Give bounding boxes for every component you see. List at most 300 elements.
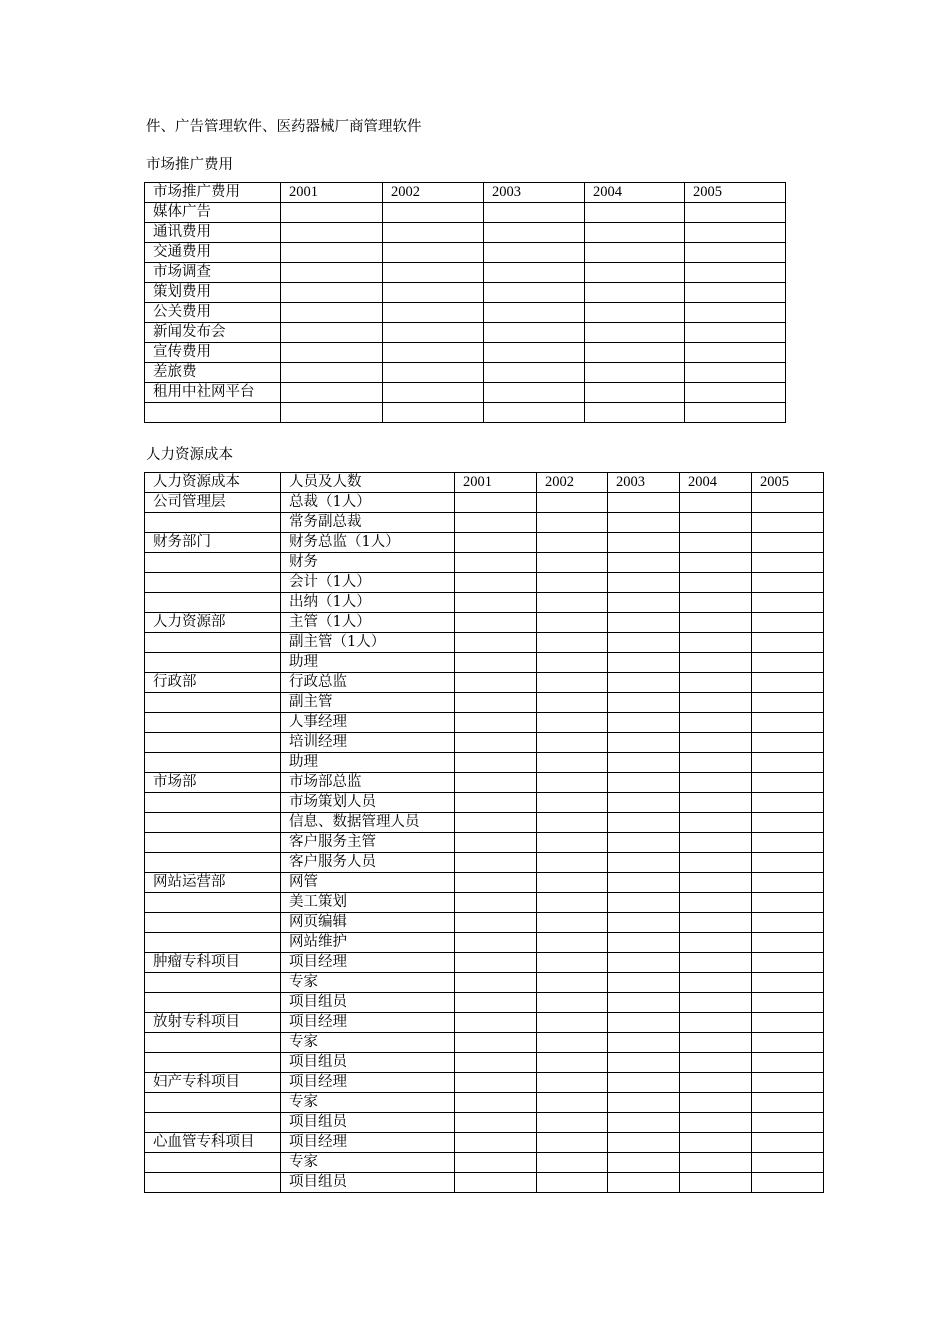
value-cell [585,303,685,323]
department-cell [145,993,281,1013]
value-cell [455,553,537,573]
value-cell [537,833,608,853]
value-cell [537,853,608,873]
table-row [145,793,824,813]
staff-cell: 财务 [281,553,455,573]
value-cell [537,633,608,653]
value-cell [680,653,752,673]
value-cell [455,533,537,553]
value-cell [455,1033,537,1053]
value-cell [281,243,383,263]
value-cell [455,693,537,713]
value-cell [455,633,537,653]
value-cell [608,673,680,693]
header-cell-year: 2004 [585,183,685,203]
staff-cell: 项目经理 [281,1133,455,1153]
value-cell [281,323,383,343]
table-row [145,1113,824,1133]
value-cell [608,713,680,733]
value-cell [455,933,537,953]
value-cell [608,1033,680,1053]
staff-cell: 客户服务主管 [281,833,455,853]
value-cell [537,533,608,553]
value-cell [537,753,608,773]
value-cell [455,1133,537,1153]
table-row [145,873,824,893]
value-cell [537,713,608,733]
value-cell [680,493,752,513]
table-row [145,853,824,873]
value-cell [585,283,685,303]
header-cell-year: 2002 [383,183,484,203]
value-cell [752,913,824,933]
value-cell [680,1053,752,1073]
staff-cell: 市场部总监 [281,773,455,793]
department-cell: 肿瘤专科项目 [145,953,281,973]
department-cell [145,1093,281,1113]
department-cell: 人力资源部 [145,613,281,633]
department-cell [145,893,281,913]
value-cell [281,223,383,243]
department-cell [145,653,281,673]
value-cell [680,513,752,533]
value-cell [680,913,752,933]
row-label-cell: 通讯费用 [145,223,281,243]
value-cell [455,873,537,893]
intro-text-line: 件、广告管理软件、医药器械厂商管理软件 [146,119,422,135]
value-cell [752,953,824,973]
value-cell [537,513,608,533]
value-cell [680,893,752,913]
value-cell [383,403,484,423]
row-label-cell: 新闻发布会 [145,323,281,343]
value-cell [685,323,786,343]
value-cell [383,263,484,283]
header-cell-year: 2004 [680,473,752,493]
value-cell [752,733,824,753]
value-cell [455,493,537,513]
table-row [145,593,824,613]
header-cell-year: 2001 [281,183,383,203]
value-cell [680,953,752,973]
table-row [145,653,824,673]
value-cell [608,533,680,553]
staff-cell: 项目组员 [281,1173,455,1193]
value-cell [680,553,752,573]
value-cell [680,753,752,773]
value-cell [537,953,608,973]
staff-cell: 美工策划 [281,893,455,913]
staff-cell: 市场策划人员 [281,793,455,813]
value-cell [455,813,537,833]
value-cell [752,933,824,953]
value-cell [537,1093,608,1113]
staff-cell: 行政总监 [281,673,455,693]
value-cell [608,913,680,933]
value-cell [680,793,752,813]
value-cell [537,773,608,793]
value-cell [608,1073,680,1093]
value-cell [752,553,824,573]
value-cell [455,953,537,973]
staff-cell: 项目经理 [281,953,455,973]
value-cell [484,383,585,403]
department-cell [145,833,281,853]
value-cell [281,303,383,323]
header-cell-department: 人力资源成本 [145,473,281,493]
table-row [145,403,786,423]
value-cell [608,613,680,633]
value-cell [537,1053,608,1073]
value-cell [281,383,383,403]
value-cell [752,653,824,673]
value-cell [484,263,585,283]
value-cell [455,1073,537,1093]
staff-cell: 培训经理 [281,733,455,753]
value-cell [585,403,685,423]
value-cell [752,1133,824,1153]
value-cell [383,283,484,303]
value-cell [752,773,824,793]
value-cell [537,613,608,633]
department-cell [145,1033,281,1053]
department-cell [145,933,281,953]
table-row [145,1033,824,1053]
value-cell [455,513,537,533]
staff-cell: 网管 [281,873,455,893]
table-row [145,833,824,853]
value-cell [685,263,786,283]
value-cell [537,1033,608,1053]
value-cell [537,793,608,813]
staff-cell: 会计（1人） [281,573,455,593]
table-row [145,633,824,653]
value-cell [537,933,608,953]
value-cell [608,973,680,993]
value-cell [685,243,786,263]
value-cell [752,633,824,653]
value-cell [608,1093,680,1113]
value-cell [680,773,752,793]
value-cell [752,813,824,833]
department-cell [145,573,281,593]
value-cell [752,1033,824,1053]
value-cell [608,833,680,853]
value-cell [680,973,752,993]
hr-cost-heading: 人力资源成本 [146,447,233,463]
department-cell [145,753,281,773]
table-row [145,553,824,573]
value-cell [455,1093,537,1113]
value-cell [455,673,537,693]
value-cell [585,203,685,223]
value-cell [281,203,383,223]
value-cell [484,203,585,223]
row-label-cell: 市场调查 [145,263,281,283]
value-cell [383,243,484,263]
value-cell [685,203,786,223]
table-row [145,613,824,633]
value-cell [680,633,752,653]
value-cell [484,323,585,343]
value-cell [585,243,685,263]
value-cell [537,973,608,993]
value-cell [383,383,484,403]
marketing-cost-table [144,182,786,423]
value-cell [752,493,824,513]
value-cell [455,593,537,613]
value-cell [608,753,680,773]
table-row [145,713,824,733]
value-cell [608,853,680,873]
header-cell-year: 2005 [685,183,786,203]
value-cell [680,1073,752,1093]
row-label-cell: 差旅费 [145,363,281,383]
value-cell [752,1013,824,1033]
value-cell [752,973,824,993]
department-cell [145,913,281,933]
table-header-row [145,183,786,203]
table-row [145,323,786,343]
table-row [145,913,824,933]
value-cell [608,873,680,893]
value-cell [752,993,824,1013]
value-cell [680,713,752,733]
value-cell [455,893,537,913]
value-cell [608,1153,680,1173]
value-cell [585,343,685,363]
table-row [145,773,824,793]
value-cell [537,493,608,513]
value-cell [752,793,824,813]
value-cell [608,1133,680,1153]
table-row [145,533,824,553]
value-cell [537,1133,608,1153]
staff-cell: 专家 [281,1153,455,1173]
value-cell [680,813,752,833]
staff-cell: 专家 [281,1033,455,1053]
value-cell [680,993,752,1013]
table-row [145,933,824,953]
value-cell [537,893,608,913]
department-cell [145,713,281,733]
department-cell [145,1153,281,1173]
value-cell [281,343,383,363]
department-cell [145,553,281,573]
value-cell [455,1053,537,1073]
value-cell [680,1153,752,1173]
department-cell [145,1113,281,1133]
department-cell: 财务部门 [145,533,281,553]
value-cell [685,283,786,303]
staff-cell: 常务副总裁 [281,513,455,533]
staff-cell: 出纳（1人） [281,593,455,613]
table-row [145,383,786,403]
department-cell [145,593,281,613]
value-cell [383,363,484,383]
value-cell [585,263,685,283]
value-cell [455,913,537,933]
table-row [145,693,824,713]
staff-cell: 项目组员 [281,1113,455,1133]
value-cell [455,973,537,993]
table-row [145,1073,824,1093]
value-cell [455,1113,537,1133]
table-row [145,1153,824,1173]
value-cell [383,223,484,243]
value-cell [537,573,608,593]
table-row [145,1093,824,1113]
value-cell [484,303,585,323]
row-label-cell: 公关费用 [145,303,281,323]
value-cell [585,383,685,403]
staff-cell: 专家 [281,1093,455,1113]
value-cell [455,1013,537,1033]
staff-cell: 助理 [281,653,455,673]
value-cell [752,853,824,873]
staff-cell: 客户服务人员 [281,853,455,873]
value-cell [383,323,484,343]
value-cell [608,553,680,573]
value-cell [608,793,680,813]
value-cell [752,593,824,613]
value-cell [455,993,537,1013]
value-cell [484,243,585,263]
staff-cell: 项目组员 [281,993,455,1013]
value-cell [608,773,680,793]
department-cell [145,853,281,873]
department-cell [145,1053,281,1073]
value-cell [455,613,537,633]
value-cell [752,693,824,713]
value-cell [685,403,786,423]
row-label-cell: 租用中社网平台 [145,383,281,403]
value-cell [680,1033,752,1053]
value-cell [680,933,752,953]
department-cell [145,813,281,833]
value-cell [383,203,484,223]
header-cell-year: 2003 [608,473,680,493]
value-cell [680,1133,752,1153]
value-cell [608,993,680,1013]
value-cell [484,223,585,243]
value-cell [484,283,585,303]
staff-cell: 副主管 [281,693,455,713]
header-cell-year: 2002 [537,473,608,493]
value-cell [537,653,608,673]
value-cell [752,833,824,853]
value-cell [685,343,786,363]
table-row [145,493,824,513]
value-cell [537,1013,608,1033]
value-cell [585,223,685,243]
value-cell [608,1173,680,1193]
value-cell [680,1113,752,1133]
value-cell [455,753,537,773]
staff-cell: 财务总监（1人） [281,533,455,553]
table-row [145,303,786,323]
value-cell [752,753,824,773]
department-cell: 市场部 [145,773,281,793]
value-cell [685,223,786,243]
department-cell: 公司管理层 [145,493,281,513]
table-row [145,203,786,223]
staff-cell: 人事经理 [281,713,455,733]
staff-cell: 项目经理 [281,1013,455,1033]
value-cell [537,993,608,1013]
value-cell [608,953,680,973]
value-cell [608,1113,680,1133]
value-cell [752,1093,824,1113]
header-cell-year: 2005 [752,473,824,493]
table-row [145,733,824,753]
row-label-cell: 策划费用 [145,283,281,303]
value-cell [537,813,608,833]
value-cell [383,343,484,363]
department-cell [145,633,281,653]
value-cell [455,653,537,673]
value-cell [680,673,752,693]
table-row [145,513,824,533]
value-cell [752,673,824,693]
header-cell-year: 2001 [455,473,537,493]
value-cell [537,1113,608,1133]
table-row [145,993,824,1013]
value-cell [680,733,752,753]
value-cell [537,673,608,693]
department-cell [145,513,281,533]
value-cell [752,713,824,733]
table-row [145,673,824,693]
value-cell [680,533,752,553]
value-cell [608,1013,680,1033]
header-cell-staff: 人员及人数 [281,473,455,493]
staff-cell: 网站维护 [281,933,455,953]
value-cell [752,1173,824,1193]
table-row [145,973,824,993]
header-cell-year: 2003 [484,183,585,203]
value-cell [455,833,537,853]
value-cell [680,1013,752,1033]
value-cell [455,1173,537,1193]
header-cell-category: 市场推广费用 [145,183,281,203]
value-cell [281,363,383,383]
value-cell [484,363,585,383]
department-cell: 行政部 [145,673,281,693]
value-cell [537,913,608,933]
value-cell [484,343,585,363]
value-cell [608,593,680,613]
staff-cell: 助理 [281,753,455,773]
table-row [145,1133,824,1153]
value-cell [608,493,680,513]
value-cell [537,553,608,573]
value-cell [680,1093,752,1113]
value-cell [455,713,537,733]
value-cell [608,633,680,653]
value-cell [455,793,537,813]
value-cell [752,533,824,553]
value-cell [585,363,685,383]
value-cell [752,1053,824,1073]
value-cell [752,513,824,533]
value-cell [484,403,585,423]
value-cell [608,693,680,713]
value-cell [585,323,685,343]
value-cell [752,1113,824,1133]
value-cell [281,403,383,423]
value-cell [608,733,680,753]
